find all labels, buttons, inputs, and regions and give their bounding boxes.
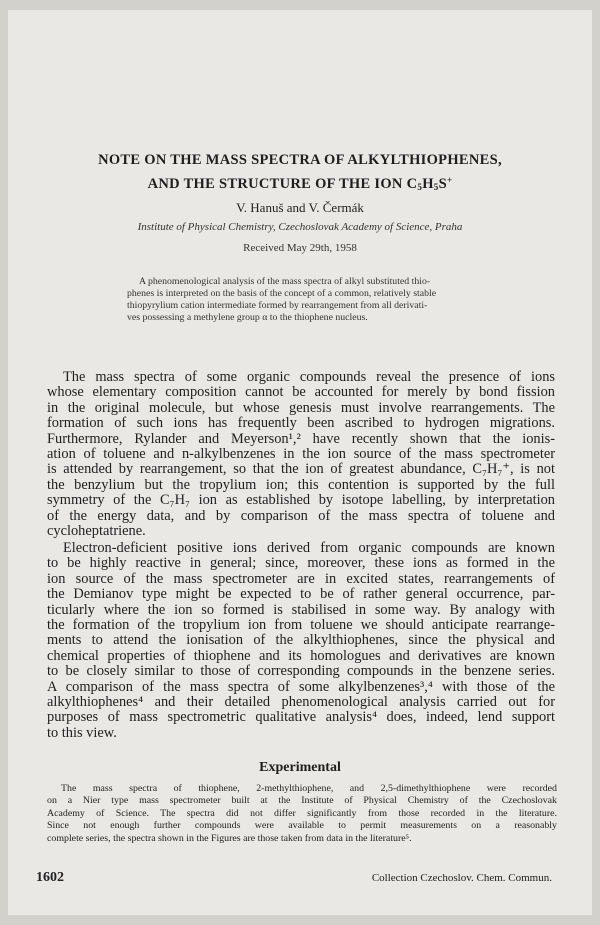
title-line-1: NOTE ON THE MASS SPECTRA OF ALKYLTHIOPHENES, bbox=[98, 152, 502, 168]
text-line: to be closely similar to those of corresponding compounds in the benzene series. bbox=[47, 663, 555, 680]
text-line: complete series, the spectra shown in the Figures are those taken from data in the literature⁵. bbox=[47, 832, 412, 844]
text-line: to be highly reactive in general; since, moreover, these ions as formed in the bbox=[47, 555, 555, 572]
text-line: is attended by rearrangement, so that the ion of greatest abundance, C₇H₇⁺, is not bbox=[47, 461, 555, 478]
paragraph-1 bbox=[47, 370, 555, 539]
text-line: Furthermore, Rylander and Meyerson¹,² have recently shown that the ionis- bbox=[47, 430, 555, 447]
text-line: Since not enough further compounds were available to permit measurements on a reasonably bbox=[47, 820, 557, 832]
text-line: cycloheptatriene. bbox=[47, 522, 146, 539]
experimental-text bbox=[47, 783, 557, 845]
abstract bbox=[127, 276, 493, 324]
institution: Institute of Physical Chemistry, Czechoslovak Academy of Science, Praha bbox=[137, 221, 463, 233]
text-line: whose elementary composition cannot be accounted for merely by bond fission bbox=[47, 384, 555, 401]
text-line: in the original molecule, but whose genesis must involve rearrangements. The bbox=[47, 399, 555, 416]
abstract-line: ves possessing a methylene group α to the thiophene nucleus. bbox=[127, 312, 368, 323]
abstract-line: A phenomenological analysis of the mass spectra of alkyl substituted thio- bbox=[139, 276, 431, 287]
text-line: The mass spectra of some organic compounds reveal the presence of ions bbox=[63, 369, 555, 385]
text-line: ation of toluene and n-alkylbenzenes in the ion source of the mass spectrometer bbox=[47, 445, 555, 462]
text-line: the Demianov type might be expected to be of rather general occurrence, par- bbox=[47, 586, 555, 603]
text-line: formation of such ions has frequently been ascribed to hydrogen migrations. bbox=[47, 415, 555, 432]
text-line: the formation of the tropylium ion from toluene we should anticipate rearrange- bbox=[47, 616, 555, 633]
paragraph-2 bbox=[47, 541, 555, 741]
authors: V. Hanuš and V. Čermák bbox=[236, 200, 364, 215]
text-line: chemical properties of thiophene and its homologues and derivatives are known bbox=[47, 647, 555, 664]
text-line: to this view. bbox=[47, 724, 117, 741]
text-line: A comparison of the mass spectra of some alkylbenzenes³,⁴ with those of the bbox=[47, 678, 555, 695]
text-line: Electron-deficient positive ions derived from organic compounds are known bbox=[63, 540, 555, 556]
text-line: alkylthiophenes⁴ and their detailed phenomenological analysis carried out for bbox=[47, 693, 555, 710]
journal-name: Collection Czechoslov. Chem. Commun. bbox=[371, 872, 552, 884]
text-line: ion source of the mass spectrometer are in excited states, rearrangements of bbox=[47, 570, 555, 587]
abstract-line: thiopyrylium cation intermediate formed by rearrangement from all derivati- bbox=[127, 300, 428, 311]
page-number: 1602 bbox=[36, 870, 64, 885]
text-line: ments to attend the ionisation of the alkylthiophenes, since the physical and bbox=[47, 632, 555, 649]
text-line: The mass spectra of thiophene, 2-methylthiophene, and 2,5-dimethylthiophene were recorded bbox=[61, 783, 557, 794]
title-line-2: AND THE STRUCTURE OF THE ION $C_5H_5S^+$ bbox=[147, 175, 453, 192]
text-line: Academy of Science. The spectra did not differ significantly from those recorded in the literature. bbox=[47, 807, 557, 819]
text-line: purposes of mass spectrometric qualitative analysis⁴ does, indeed, lend support bbox=[47, 709, 555, 726]
text-line: the benzylium but the tropylium ion; this contention is supported by the full bbox=[47, 476, 555, 493]
received-date: Received May 29th, 1958 bbox=[243, 242, 357, 254]
text-line: of the energy data, and by comparison of the mass spectra of toluene and bbox=[47, 507, 555, 524]
text-line: symmetry of the C₇H₇ ion as established by isotope labelling, by interpretation bbox=[47, 492, 555, 509]
section-heading-experimental: Experimental bbox=[259, 760, 341, 775]
abstract-line: phenes is interpreted on the basis of the concept of a common, relatively stable bbox=[127, 288, 437, 299]
text-line: on a Nier type mass spectrometer built at the Institute of Physical Chemistry of the Czechoslovak bbox=[47, 795, 557, 807]
text-line: ticularly where the ion so formed is stabilised in some way. By analogy with bbox=[47, 601, 555, 618]
